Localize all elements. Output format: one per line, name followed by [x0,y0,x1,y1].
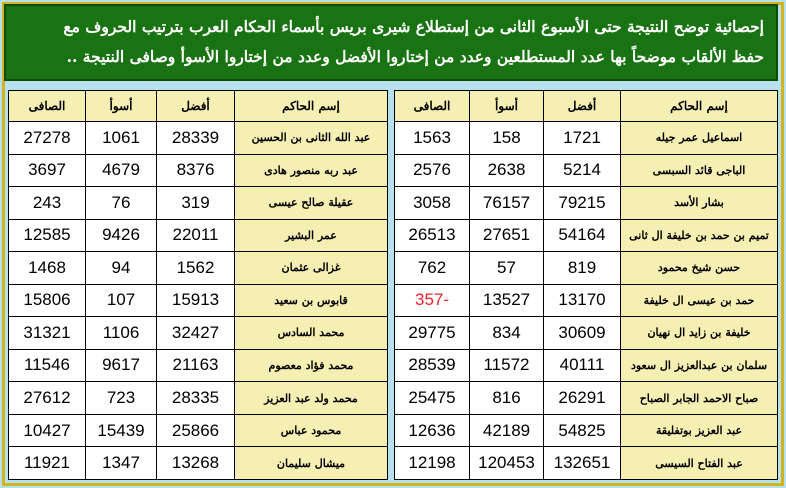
table-row [9,317,388,350]
net-value-cell: 1563 [395,122,470,155]
table-row [395,187,778,220]
best-value-cell: 21163 [157,349,235,382]
table-header-row [9,91,388,122]
net-value-cell: 31321 [9,317,86,350]
table-row [9,284,388,317]
table-row [9,414,388,447]
net-value-cell: 12636 [395,414,470,447]
best-value-cell: 30609 [544,317,621,350]
worst-value-cell: 1347 [86,447,157,480]
net-value-cell: 15806 [9,284,86,317]
net-value-cell: 762 [395,252,470,285]
worst-value-cell: 158 [470,122,544,155]
worst-value-cell: 1061 [86,122,157,155]
page-header [4,4,778,81]
table-row [9,154,388,187]
table-row [395,252,778,285]
ruler-name-cell: غزالى عثمان [235,252,388,285]
worst-value-cell: 723 [86,382,157,415]
ruler-name-cell: سلمان بن عبدالعزيز ال سعود [621,349,778,382]
net-value-cell: 11546 [9,349,86,382]
best-value-cell: 8376 [157,154,235,187]
column-header-best: أفضل [544,91,621,122]
worst-value-cell: 27651 [470,219,544,252]
worst-value-cell: 11572 [470,349,544,382]
net-value-cell: 3058 [395,187,470,220]
best-value-cell: 1721 [544,122,621,155]
table-row [395,122,778,155]
column-header-name: إسم الحاكم [621,91,778,122]
best-value-cell: 26291 [544,382,621,415]
net-value-cell: 3697 [9,154,86,187]
table-row [395,284,778,317]
worst-value-cell: 9426 [86,219,157,252]
column-header-name: إسم الحاكم [235,91,388,122]
net-value-cell: 1468 [9,252,86,285]
net-value-cell: 29775 [395,317,470,350]
best-value-cell: 54164 [544,219,621,252]
table-row [395,219,778,252]
worst-value-cell: 2638 [470,154,544,187]
header-line-1: إحصائية توضح النتيجة حتى الأسبوع الثانى من إستطلاع شيرى بريس بأسماء الحكام العرب بترتيب الحروف مع [63,17,764,36]
best-value-cell: 5214 [544,154,621,187]
right-table-body [395,122,778,480]
net-value-cell: 243 [9,187,86,220]
table-row [9,122,388,155]
tables-container [8,90,778,480]
net-value-cell: 12585 [9,219,86,252]
best-value-cell: 13170 [544,284,621,317]
ruler-name-cell: حسن شيخ محمود [621,252,778,285]
best-value-cell: 28335 [157,382,235,415]
worst-value-cell: 94 [86,252,157,285]
best-value-cell: 319 [157,187,235,220]
worst-value-cell: 834 [470,317,544,350]
ruler-name-cell: خليفة بن زايد ال نهيان [621,317,778,350]
net-value-cell: 357- [395,284,470,317]
worst-value-cell: 107 [86,284,157,317]
worst-value-cell: 816 [470,382,544,415]
ruler-name-cell: محمد السادس [235,317,388,350]
ruler-name-cell: عمر البشير [235,219,388,252]
worst-value-cell: 13527 [470,284,544,317]
best-value-cell: 1562 [157,252,235,285]
ruler-name-cell: حمد بن عيسى ال خليفة [621,284,778,317]
worst-value-cell: 9617 [86,349,157,382]
table-row [9,219,388,252]
column-header-worst: أسوأ [86,91,157,122]
ruler-name-cell: بشار الأسد [621,187,778,220]
ruler-name-cell: قابوس بن سعيد [235,284,388,317]
table-row [395,414,778,447]
ruler-name-cell: محمد فؤاد معصوم [235,349,388,382]
ruler-name-cell: عبد الله الثانى بن الحسين [235,122,388,155]
table-row [9,349,388,382]
net-value-cell: 26513 [395,219,470,252]
worst-value-cell: 4679 [86,154,157,187]
best-value-cell: 22011 [157,219,235,252]
best-value-cell: 79215 [544,187,621,220]
table-row [9,187,388,220]
worst-value-cell: 76157 [470,187,544,220]
net-value-cell: 10427 [9,414,86,447]
best-value-cell: 13268 [157,447,235,480]
net-value-cell: 12198 [395,447,470,480]
net-value-cell: 11921 [9,447,86,480]
table-row [395,154,778,187]
table-header-row [395,91,778,122]
table-row [395,382,778,415]
ruler-name-cell: محمود عباس [235,414,388,447]
ruler-name-cell: عبد العزيز بوتفليقة [621,414,778,447]
worst-value-cell: 120453 [470,447,544,480]
best-value-cell: 28339 [157,122,235,155]
column-header-net: الصافى [395,91,470,122]
table-row [395,317,778,350]
ruler-name-cell: صباح الاحمد الجابر الصباح [621,382,778,415]
worst-value-cell: 76 [86,187,157,220]
left-table-body [9,122,388,480]
table-row [395,447,778,480]
table-row [9,447,388,480]
net-value-cell: 28539 [395,349,470,382]
best-value-cell: 40111 [544,349,621,382]
net-value-cell: 2576 [395,154,470,187]
header-line-2: حفظ الألقاب موضحاً بها عدد المستطلعين وعدد من إختاروا الأفضل وعدد من إختاروا الأسوأ وصافى النتيجة .. [66,47,764,66]
best-value-cell: 819 [544,252,621,285]
best-value-cell: 25866 [157,414,235,447]
ruler-name-cell: عبد ربه منصور هادى [235,154,388,187]
column-header-net: الصافى [9,91,86,122]
ruler-name-cell: الباجى قائد السبسى [621,154,778,187]
table-row [9,252,388,285]
net-value-cell: 25475 [395,382,470,415]
right-results-table [394,90,778,480]
net-value-cell: 27278 [9,122,86,155]
left-results-table [8,90,388,480]
ruler-name-cell: ميشال سليمان [235,447,388,480]
ruler-name-cell: عقيلة صالح عيسى [235,187,388,220]
table-row [395,349,778,382]
ruler-name-cell: محمد ولد عبد العزيز [235,382,388,415]
worst-value-cell: 57 [470,252,544,285]
best-value-cell: 32427 [157,317,235,350]
worst-value-cell: 1106 [86,317,157,350]
column-header-worst: أسوأ [470,91,544,122]
ruler-name-cell: عبد الفتاح السيسى [621,447,778,480]
worst-value-cell: 15439 [86,414,157,447]
worst-value-cell: 42189 [470,414,544,447]
net-value-cell: 27612 [9,382,86,415]
ruler-name-cell: اسماعيل عمر جيله [621,122,778,155]
best-value-cell: 54825 [544,414,621,447]
best-value-cell: 15913 [157,284,235,317]
column-header-best: أفضل [157,91,235,122]
ruler-name-cell: تميم بن حمد بن خليفة ال ثانى [621,219,778,252]
table-row [9,382,388,415]
best-value-cell: 132651 [544,447,621,480]
